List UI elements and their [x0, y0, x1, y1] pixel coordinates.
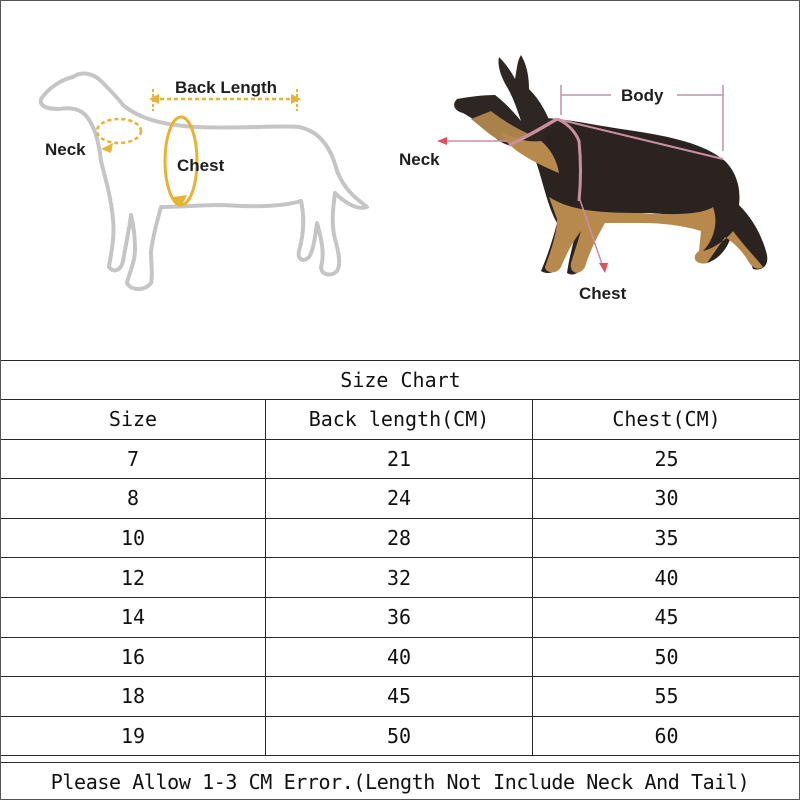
cell-chest: 55: [533, 677, 800, 717]
cell-back-length: 24: [266, 479, 533, 519]
cell-size: 10: [1, 518, 266, 558]
neck-label-right: Neck: [399, 150, 440, 169]
chest-label-right: Chest: [579, 284, 627, 303]
cell-chest: 25: [533, 439, 800, 479]
body-label: Body: [621, 86, 664, 105]
cell-chest: 50: [533, 637, 800, 677]
cell-back-length: 45: [266, 677, 533, 717]
cell-size: 7: [1, 439, 266, 479]
cell-size: 14: [1, 597, 266, 637]
cell-chest: 30: [533, 479, 800, 519]
cell-chest: 35: [533, 518, 800, 558]
cell-back-length: 28: [266, 518, 533, 558]
neck-label-left: Neck: [45, 140, 86, 159]
cell-chest: 40: [533, 558, 800, 598]
cell-back-length: 40: [266, 637, 533, 677]
header-chest: Chest(CM): [533, 400, 800, 440]
cell-chest: 45: [533, 597, 800, 637]
cell-size: 19: [1, 716, 266, 756]
cell-size: 16: [1, 637, 266, 677]
cell-size: 8: [1, 479, 266, 519]
cell-back-length: 50: [266, 716, 533, 756]
cell-back-length: 32: [266, 558, 533, 598]
chest-label-left: Chest: [177, 156, 225, 175]
cell-chest: 60: [533, 716, 800, 756]
header-back-length: Back length(CM): [266, 400, 533, 440]
footer-note: Please Allow 1-3 CM Error.(Length Not Include Neck And Tail): [0, 762, 800, 800]
back-length-label: Back Length: [175, 78, 278, 97]
table-title: Size Chart: [1, 361, 800, 400]
cell-size: 18: [1, 677, 266, 717]
cell-back-length: 36: [266, 597, 533, 637]
cell-back-length: 21: [266, 439, 533, 479]
header-size: Size: [1, 400, 266, 440]
cell-size: 12: [1, 558, 266, 598]
